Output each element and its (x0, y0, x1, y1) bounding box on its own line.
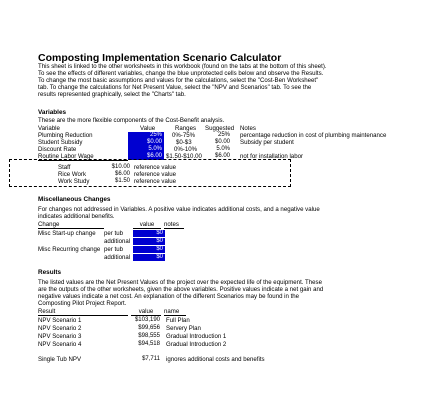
suggested-value: 5.0% (216, 146, 230, 152)
reference-label: Work Study (58, 178, 90, 185)
header-result: Result (38, 308, 128, 316)
variable-label: Routine Labor Wage (38, 153, 128, 161)
result-value: $94,518 (138, 341, 160, 347)
range-value: $1.50-$10.00 (166, 153, 202, 160)
reference-label: Rice Work (58, 171, 86, 178)
misc-change-label: Misc Start-up change (38, 230, 96, 237)
reference-note: reference value (134, 178, 177, 185)
variable-note: percentage reduction in cost of plumbing maintenance (240, 132, 387, 139)
result-label: NPV Scenario 4 (38, 341, 82, 348)
result-label: NPV Scenario 3 (38, 333, 82, 340)
misc-sub-label: per tub (104, 246, 123, 253)
result-label: NPV Scenario 1 (38, 317, 82, 324)
header-value: value (133, 221, 161, 229)
result-label: NPV Scenario 2 (38, 325, 82, 332)
misc-sub-label: additional (104, 238, 131, 245)
range-value: 0%-10% (174, 146, 198, 153)
reference-note: reference value (134, 171, 177, 178)
variable-note: not for installation labor (240, 153, 304, 160)
variable-label: Student Subsidy (38, 139, 83, 146)
suggested-value: 25% (217, 132, 230, 138)
student-subsidy-input[interactable]: $0.00 (128, 139, 164, 146)
single-tub-note: ignores additional costs and benefits (166, 356, 265, 363)
misc-desc-1: For changes not addressed in Variables. A positive value indicates additional costs, and a negative value (38, 206, 320, 213)
header-ranges: Ranges (175, 125, 197, 132)
reference-wage-value: $1.50 (114, 178, 130, 184)
misc-startup-additional-input[interactable]: $0 (133, 238, 165, 245)
reference-wage-value: $10.00 (111, 164, 130, 170)
misc-change-label: Misc Recurring change (38, 246, 101, 253)
header-suggested: Suggested (205, 125, 235, 132)
intro-line-5: results represented graphically, select the "Charts" tab. (38, 91, 186, 98)
page-title: Composting Implementation Scenario Calculator (38, 52, 282, 64)
result-name: Gradual Introduction 2 (166, 341, 227, 348)
range-value: 0%-75% (172, 132, 196, 139)
header-change: Change (38, 221, 104, 229)
header-notes: notes (164, 221, 184, 229)
variable-note: Subsidy per student (240, 139, 294, 146)
single-tub-value: $7,711 (142, 356, 160, 362)
result-value: $103,190 (134, 317, 160, 323)
variables-heading: Variables (38, 109, 67, 116)
result-name: Servery Plan (166, 325, 201, 332)
header-variable: Variable (38, 125, 60, 132)
header-notes: Notes (240, 125, 256, 132)
reference-label: Staff (58, 164, 71, 171)
misc-recurring-additional-input[interactable]: $0 (133, 254, 165, 261)
plumbing-reduction-input[interactable]: 25% (128, 132, 164, 139)
suggested-value: $6.00 (214, 153, 230, 159)
results-desc-1: The listed values are the Net Present Values of the project over the expected life of the equipment. These (38, 279, 322, 286)
results-desc-2: are the outputs of the other worksheets, given the above variables. Positive values indicate a net gain and (38, 286, 324, 293)
header-value: value (131, 308, 161, 316)
result-value: $98,555 (138, 333, 160, 339)
intro-line-1: This sheet is linked to the other worksheets in this workbook (found on the tabs at the bottom of this sheet). (38, 63, 327, 70)
result-name: Full Plan (166, 317, 190, 324)
header-value: Value (140, 125, 156, 132)
single-tub-label: Single Tub NPV (38, 356, 82, 363)
misc-desc-2: indicates additional benefits. (38, 213, 115, 220)
misc-sub-label: additional (104, 254, 131, 261)
intro-line-3: To change the most basic assumptions and values for the calculations, select the "Cost-Ben Worksheet" (38, 77, 319, 84)
misc-startup-per-tub-input[interactable]: $0 (133, 230, 165, 237)
misc-heading: Miscellaneous Changes (38, 196, 111, 203)
range-value: $0-$3 (176, 139, 192, 146)
intro-line-2: To see the effects of different variables, change the blue unprotected cells below and observe the Results. (38, 70, 324, 77)
result-name: Gradual Introduction 1 (166, 333, 227, 340)
variable-label: Plumbing Reduction (38, 132, 93, 139)
variable-label: Discount Rate (38, 146, 77, 153)
intro-line-4: tab. To change the calculations for Net Present Value, select the "NPV and Scenarios" tab. To see the (38, 84, 312, 91)
reference-wage-value: $6.00 (114, 171, 130, 177)
result-value: $99,656 (138, 325, 160, 331)
routine-labor-wage-input[interactable]: $6.00 (128, 153, 164, 160)
misc-sub-label: per tub (104, 230, 123, 237)
header-name: name (164, 308, 186, 316)
reference-note: reference value (134, 164, 177, 171)
misc-recurring-per-tub-input[interactable]: $0 (133, 246, 165, 253)
results-desc-4: Composting Pilot Project Report. (38, 300, 127, 307)
results-desc-3: negative values indicate a net cost. An explanation of the different Scenarios may be found in the (38, 293, 300, 300)
variables-desc: These are the more flexible components of the Cost-Benefit analysis. (38, 117, 225, 124)
results-heading: Results (38, 269, 62, 276)
suggested-value: $0.00 (214, 139, 230, 145)
discount-rate-input[interactable]: 5.0% (128, 146, 164, 153)
